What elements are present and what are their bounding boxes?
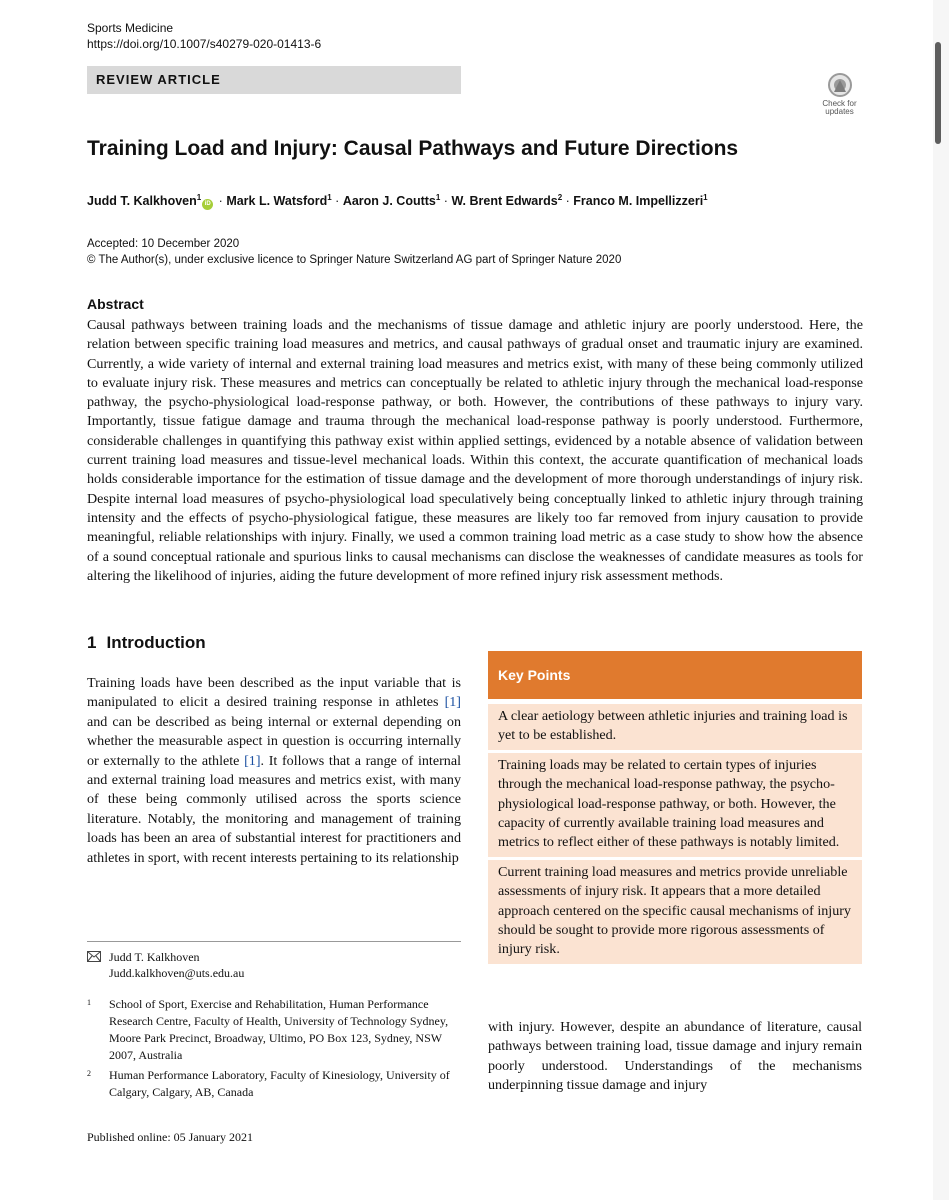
key-points-box	[488, 651, 862, 964]
footnote-divider	[87, 941, 461, 942]
accepted-date: Accepted: 10 December 2020	[87, 238, 240, 250]
scrollbar-thumb[interactable]	[935, 42, 941, 144]
author-separator: ·	[331, 194, 343, 209]
intro-text-part: Training loads have been described as the input variable that is manipulated to elicit a desired training response in athletes	[87, 675, 461, 711]
scrollbar-track[interactable]	[933, 0, 949, 1200]
key-point-item: Training loads may be related to certain types of injuries through the mechanical load-response pathway, the psycho-physiological load-response pathway, or both. However, the capacity of currently available training load measures and metrics to reflect either of these pathways is notably limited.	[488, 753, 862, 857]
author-list	[87, 188, 887, 211]
check-updates-icon	[827, 72, 853, 98]
author-separator: ·	[440, 194, 452, 209]
correspondence-email[interactable]: Judd.kalkhoven@uts.edu.au	[109, 966, 245, 980]
citation-link[interactable]: [1]	[444, 694, 461, 711]
intro-text-part: and can be described as being internal or external depending on whether the measurable aspect in question is occurring internally or externally to the athlete	[87, 713, 461, 769]
affiliation-number: 2	[87, 1069, 91, 1078]
author-name[interactable]: Mark L. Watsford	[226, 194, 328, 209]
section-heading-introduction	[87, 631, 206, 655]
journal-header	[87, 20, 321, 52]
author-name[interactable]: Aaron J. Coutts	[342, 194, 436, 209]
journal-name: Sports Medicine	[87, 21, 174, 35]
author-affil-sup: 2	[557, 193, 563, 202]
author-separator: ·	[562, 194, 574, 209]
section-title: Introduction	[106, 633, 206, 652]
author-affil-sup: 1	[703, 193, 708, 202]
author-name[interactable]: W. Brent Edwards	[451, 194, 558, 209]
abstract-text: Causal pathways between training loads and the mechanisms of tissue damage and athletic injury are poorly understood. Here, the relation between specific training load measures and metrics, and causal pathways of gradual onset and traumatic injury are examined. Currently, a wide variety of internal and external training load measures and metrics exist, with many of these being commonly utilized to evaluate injury risk. These measures and metrics can conceptually be related to athletic injury through the mechanical load-response pathway, the psycho-physiological load-response pathway, or both. However, the contributions of these pathways to injury vary. Importantly, tissue fatigue damage and trauma through the mechanical load-response pathway is poorly understood. Furthermore, considerable challenges in quantifying this pathway exist within applied settings, evidenced by a notable absence of validation between current training load measures and tissue-level mechanical loads. Within this context, the accurate quantification of mechanical loads holds considerable importance for the estimation of tissue damage and the development of more thorough understandings of injury risk. Despite internal load measures of psycho-physiological load speculatively being conceptually linked to athletic injury through training intensity and the effects of psycho-physiological fatigue, these measures are likely too far removed from injury causation to provide meaningful, reliable relationships with injury. Finally, we used a common training load metric as a case study to show how the absence of a sound conceptual rationale and spurious links to causal mechanisms can disclose the weaknesses of candidate measures as tools for altering the likelihood of injuries, aiding the future development of more refined injury risk assessment methods.	[87, 317, 863, 584]
author-name[interactable]: Franco M. Impellizzeri	[573, 194, 704, 209]
envelope-icon	[87, 951, 101, 962]
section-number: 1	[87, 633, 97, 652]
check-updates-line1: Check for	[822, 99, 857, 108]
author-name[interactable]: Judd T. Kalkhoven	[87, 194, 197, 209]
orcid-icon[interactable]: iD	[202, 199, 213, 210]
intro-text-part: . It follows that a range of internal and external training load measures and metrics exist, with many of these being commonly utilised across the sports science literature. Notably, the monitoring and management of training loads has been an area of substantial interest for practitioners and athletes in sport, with recent interests pertaining to its relationship	[87, 752, 461, 866]
intro-paragraph	[87, 674, 461, 868]
abstract-heading: Abstract	[87, 296, 144, 312]
key-point-item: Current training load measures and metrics provide unreliable assessments of injury risk. It appears that a more detailed approach centered on the specific causal mechanisms of injury should be sought to provide more rigorous assessments of injury risk.	[488, 860, 862, 964]
article-dates	[87, 236, 621, 268]
doi-link[interactable]: https://doi.org/10.1007/s40279-020-01413-6	[87, 37, 322, 51]
key-points-heading: Key Points	[488, 651, 862, 699]
key-point-item: A clear aetiology between athletic injuries and training load is yet to be established.	[488, 704, 862, 750]
article-type-banner: REVIEW ARTICLE	[87, 66, 461, 94]
article-title: Training Load and Injury: Causal Pathways and Future Directions	[87, 137, 739, 160]
affiliation-text: School of Sport, Exercise and Rehabilitation, Human Performance Research Centre, Faculty of Health, University of Technology Sydney, Moore Park Precinct, Broadway, Ultimo, PO Box 123, Sydney, NSW 2007, Australia	[109, 997, 449, 1062]
check-updates-line2: updates	[825, 107, 854, 116]
intro-paragraph-continued: with injury. However, despite an abundance of literature, causal pathways between training load, tissue damage and injury remain poorly understood. Understandings of the mechanisms underpinning tissue damage and injury	[488, 1019, 862, 1094]
correspondence-name: Judd T. Kalkhoven	[109, 950, 200, 964]
citation-link[interactable]: [1]	[244, 752, 261, 769]
affiliation-text: Human Performance Laboratory, Faculty of Kinesiology, University of Calgary, Calgary, AB, Canada	[109, 1068, 450, 1099]
affiliation-number: 1	[87, 998, 91, 1007]
copyright-notice: © The Author(s), under exclusive licence to Springer Nature Switzerland AG part of Springer Nature 2020	[87, 254, 622, 266]
author-separator: ·	[215, 194, 227, 209]
published-date: Published online: 05 January 2021	[87, 1130, 253, 1144]
author-affil-sup: 1	[435, 193, 441, 202]
author-affil-sup: 1	[196, 193, 202, 202]
check-for-updates-button[interactable]	[817, 72, 862, 118]
author-affil-sup: 1	[327, 193, 332, 202]
